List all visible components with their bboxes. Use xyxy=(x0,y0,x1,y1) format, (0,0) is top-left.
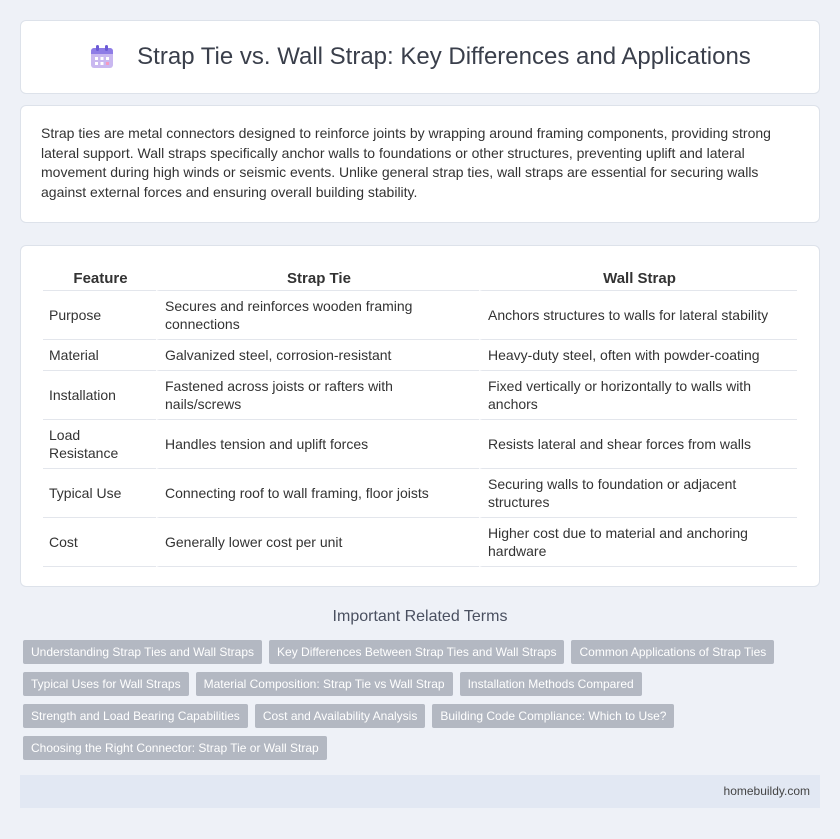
row-feature: Installation xyxy=(43,371,156,420)
header-wall-strap: Wall Strap xyxy=(479,266,797,291)
intro-paragraph: Strap ties are metal connectors designed to reinforce joints by wrapping around framing components, providing strong lateral support. Wall straps specifically anchor walls to foundations or other structures, preventing uplift and lateral movement during high winds or seismic events. Unlike general strap ties, wall straps are essential for securing walls against external forces and ensuring overall building stability. xyxy=(41,125,771,200)
calendar-icon xyxy=(89,44,115,70)
row-strap-tie: Secures and reinforces wooden framing connections xyxy=(156,291,479,340)
table-row xyxy=(43,420,797,469)
row-feature: Typical Use xyxy=(43,469,156,518)
related-term-link[interactable]: Key Differences Between Strap Ties and Wall Straps xyxy=(269,640,564,664)
related-term-link[interactable]: Typical Uses for Wall Straps xyxy=(23,672,189,696)
header-strap-tie: Strap Tie xyxy=(156,266,479,291)
related-term-link[interactable]: Material Composition: Strap Tie vs Wall Strap xyxy=(196,672,453,696)
table-header-row xyxy=(43,266,797,291)
table-row xyxy=(43,340,797,371)
footer xyxy=(20,775,820,808)
related-terms-heading: Important Related Terms xyxy=(332,608,508,625)
intro-card xyxy=(20,105,820,223)
related-term-link[interactable]: Building Code Compliance: Which to Use? xyxy=(432,704,674,728)
table-row xyxy=(43,469,797,518)
title-card xyxy=(20,20,820,94)
table-row xyxy=(43,518,797,567)
comparison-card xyxy=(20,245,820,587)
row-wall-strap: Fixed vertically or horizontally to walls with anchors xyxy=(479,371,797,420)
row-strap-tie: Galvanized steel, corrosion-resistant xyxy=(156,340,479,371)
related-term-link[interactable]: Cost and Availability Analysis xyxy=(255,704,426,728)
row-wall-strap: Higher cost due to material and anchoring hardware xyxy=(479,518,797,567)
row-strap-tie: Handles tension and uplift forces xyxy=(156,420,479,469)
row-wall-strap: Anchors structures to walls for lateral stability xyxy=(479,291,797,340)
page-title: Strap Tie vs. Wall Strap: Key Differences and Applications xyxy=(137,43,751,70)
row-strap-tie: Fastened across joists or rafters with nails/screws xyxy=(156,371,479,420)
table-row xyxy=(43,291,797,340)
related-term-link[interactable]: Strength and Load Bearing Capabilities xyxy=(23,704,248,728)
related-term-link[interactable]: Installation Methods Compared xyxy=(460,672,642,696)
row-strap-tie: Generally lower cost per unit xyxy=(156,518,479,567)
row-strap-tie: Connecting roof to wall framing, floor joists xyxy=(156,469,479,518)
related-term-link[interactable]: Common Applications of Strap Ties xyxy=(571,640,774,664)
related-term-link[interactable]: Understanding Strap Ties and Wall Straps xyxy=(23,640,262,664)
related-terms-list xyxy=(23,640,813,760)
comparison-table xyxy=(43,266,797,567)
table-row xyxy=(43,371,797,420)
row-feature: Load Resistance xyxy=(43,420,156,469)
row-wall-strap: Resists lateral and shear forces from walls xyxy=(479,420,797,469)
row-wall-strap: Heavy-duty steel, often with powder-coating xyxy=(479,340,797,371)
row-feature: Purpose xyxy=(43,291,156,340)
row-feature: Cost xyxy=(43,518,156,567)
row-wall-strap: Securing walls to foundation or adjacent structures xyxy=(479,469,797,518)
header-feature: Feature xyxy=(43,266,156,291)
footer-site-link[interactable]: homebuildy.com xyxy=(723,784,810,798)
row-feature: Material xyxy=(43,340,156,371)
related-term-link[interactable]: Choosing the Right Connector: Strap Tie or Wall Strap xyxy=(23,736,327,760)
